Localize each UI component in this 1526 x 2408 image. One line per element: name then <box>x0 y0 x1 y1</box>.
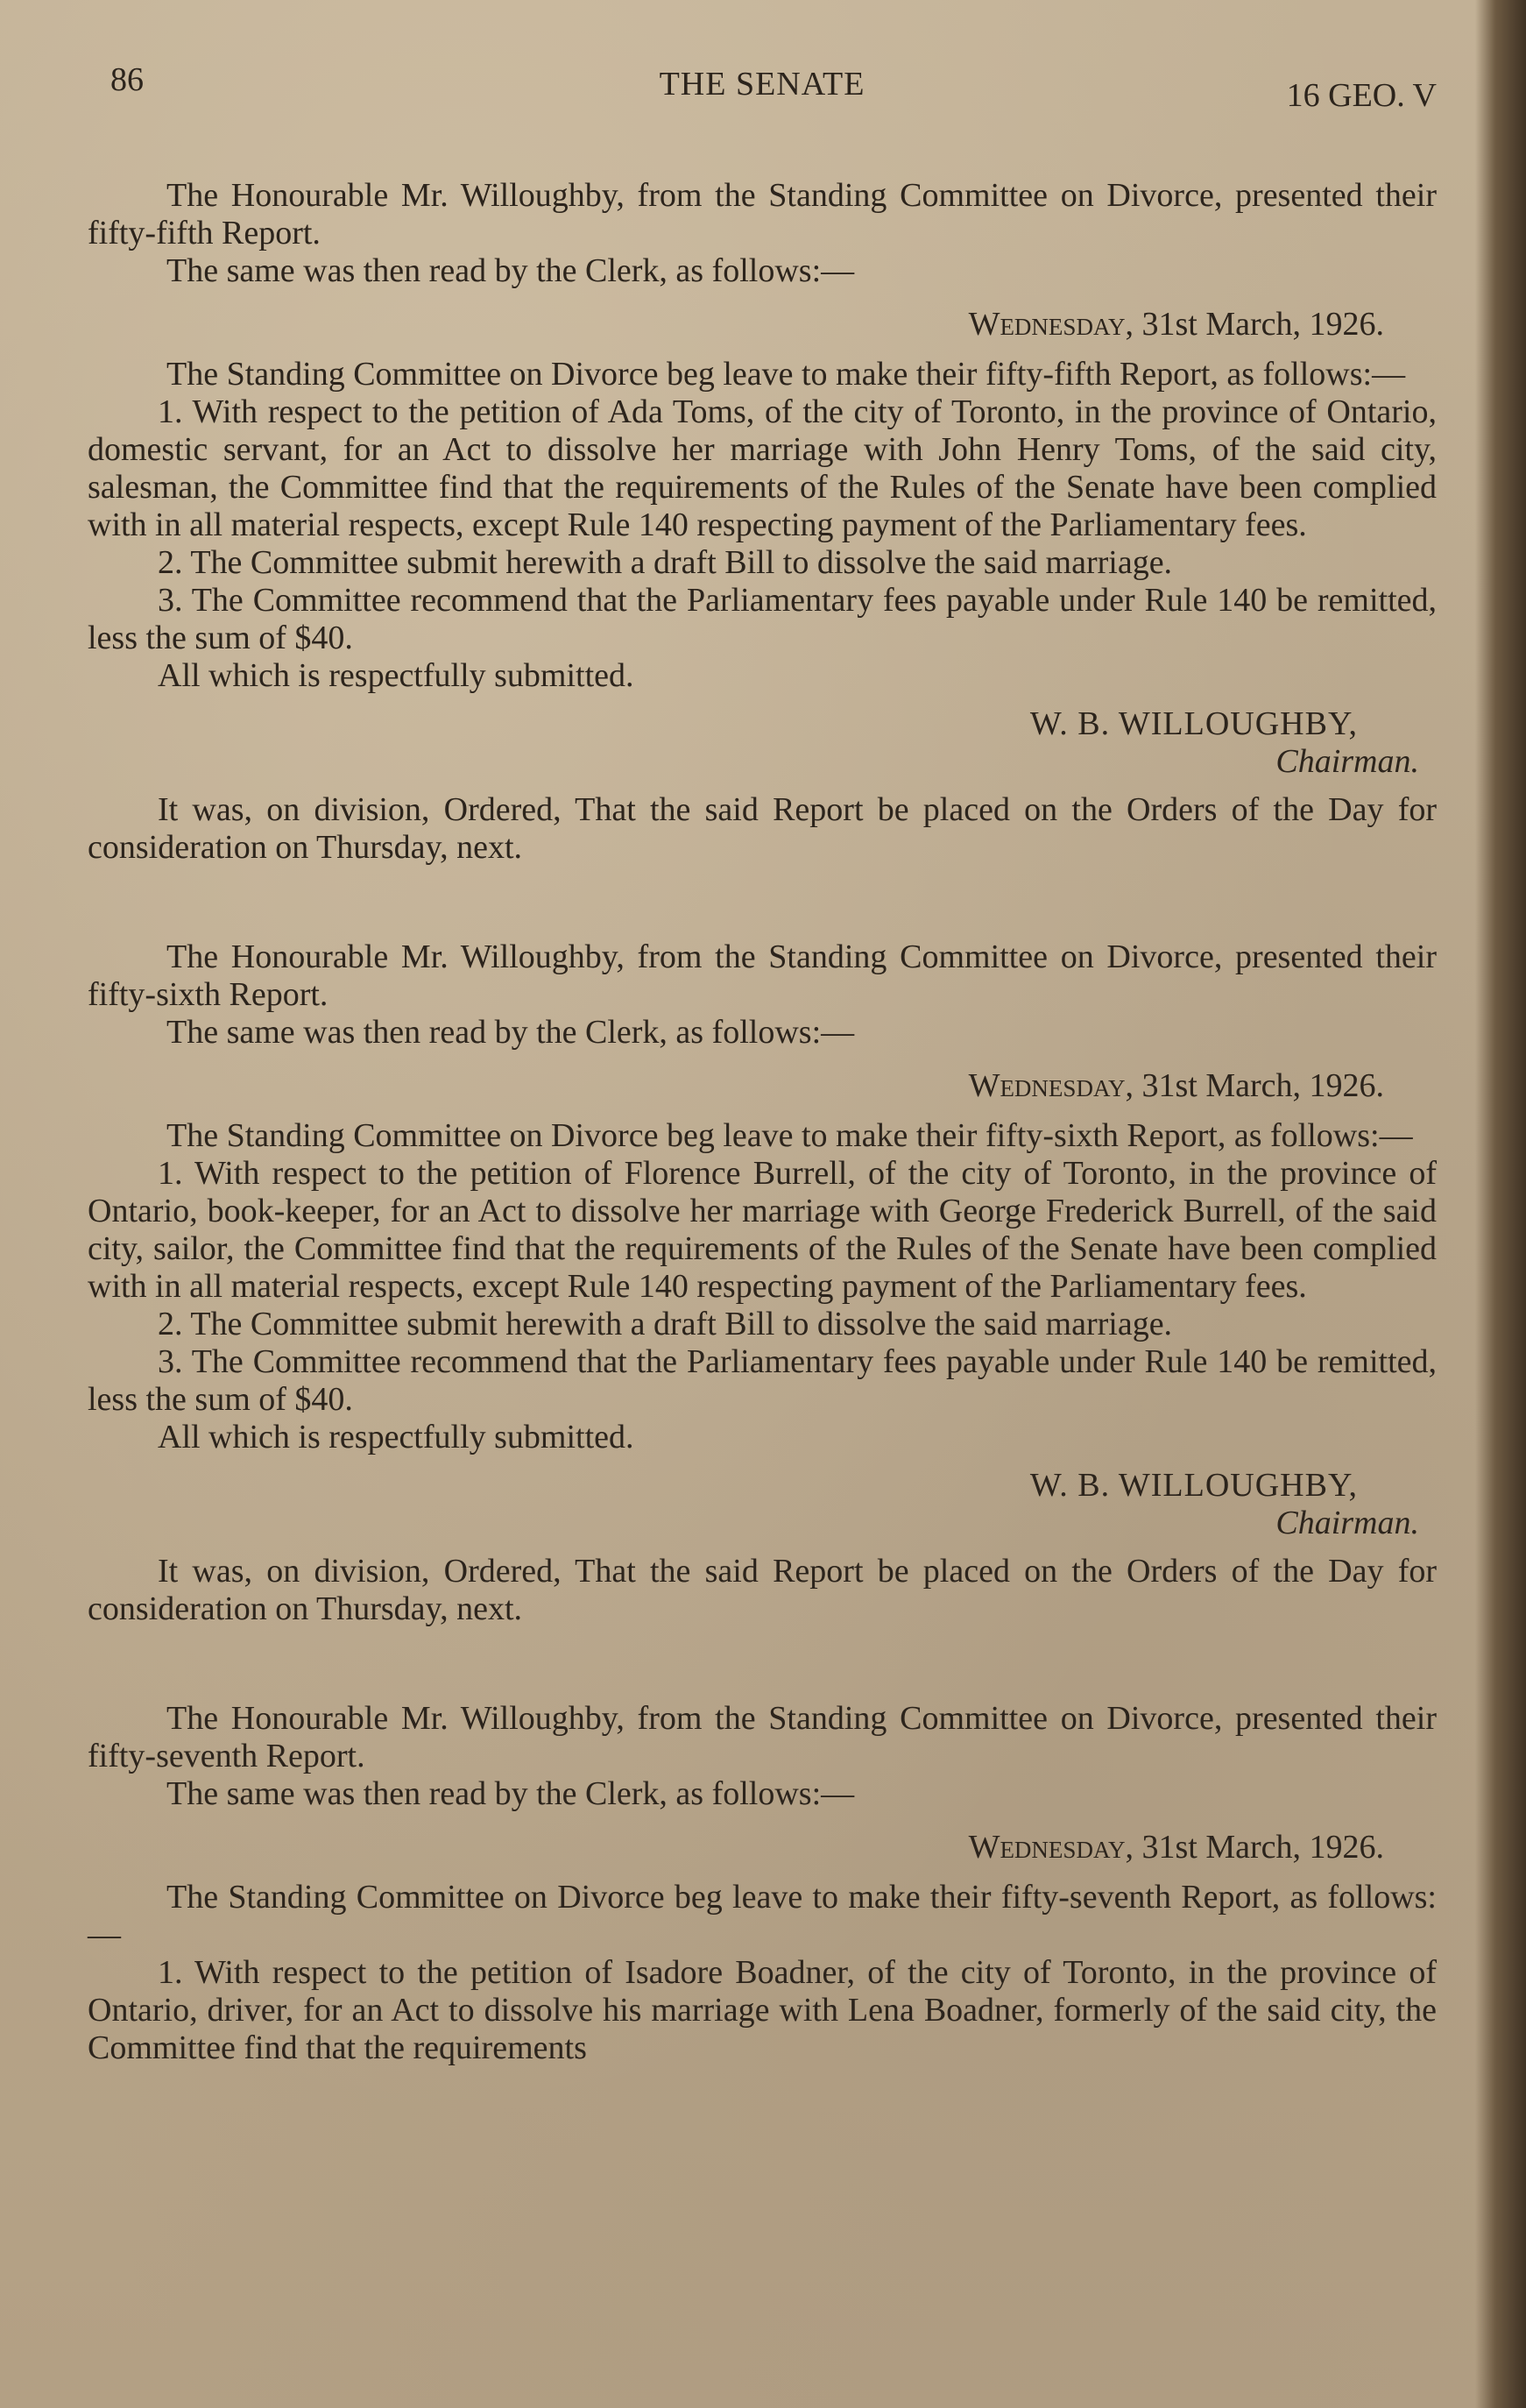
report-closing: All which is respectfully submitted. <box>158 657 634 694</box>
report-date-rest: , 31st March, 1926. <box>1125 1067 1384 1104</box>
report-item-3: 3. The Committee recommend that the Parliamentary fees payable under Rule 140 be remitted, less the sum of $40. <box>88 1343 1437 1418</box>
report-date <box>88 1829 1437 1866</box>
report-item-2: 2. The Committee submit herewith a draft Bill to dissolve the said marriage. <box>158 1306 1173 1342</box>
report-item-2: 2. The Committee submit herewith a draft Bill to dissolve the said marriage. <box>158 544 1173 581</box>
report-fifty-fifth <box>88 177 1437 867</box>
running-header <box>88 61 1437 114</box>
report-item-1: 1. With respect to the petition of Isadore Boadner, of the city of Toronto, in the province of Ontario, driver, for an Act to dissolve his marriage with Lena Boadner, formerly of the said city, the Committee find that the requirements <box>88 1954 1437 2066</box>
signature-title: Chairman. <box>1275 743 1419 780</box>
report-date-day: Wednesday <box>968 1829 1126 1866</box>
report-order: It was, on division, Ordered, That the said Report be placed on the Orders of the Day for consideration on Thursday, next. <box>88 1553 1437 1627</box>
report-intro: The Honourable Mr. Willoughby, from the Standing Committee on Divorce, presented their fifty-fifth Report. <box>88 177 1437 251</box>
header-session: 16 GEO. V <box>1286 77 1437 114</box>
report-fifty-sixth <box>88 938 1437 1628</box>
report-opening: The Standing Committee on Divorce beg leave to make their fifty-seventh Report, as follows:— <box>88 1879 1437 1953</box>
signature-title: Chairman. <box>1275 1505 1419 1541</box>
report-date-rest: , 31st March, 1926. <box>1125 306 1384 343</box>
report-intro: The Honourable Mr. Willoughby, from the Standing Committee on Divorce, presented their fifty-seventh Report. <box>88 1700 1437 1774</box>
report-read-note: The same was then read by the Clerk, as follows:— <box>166 1775 855 1812</box>
signature-name: W. B. WILLOUGHBY, <box>1029 705 1358 742</box>
header-title: THE SENATE <box>659 66 865 103</box>
report-date-rest: , 31st March, 1926. <box>1125 1829 1384 1866</box>
page-spine-shadow <box>1475 0 1526 2408</box>
report-opening: The Standing Committee on Divorce beg leave to make their fifty-sixth Report, as follows:— <box>166 1117 1413 1154</box>
report-date-day: Wednesday <box>968 306 1126 343</box>
report-date-day: Wednesday <box>968 1067 1126 1104</box>
report-date <box>88 1067 1437 1105</box>
report-fifty-seventh <box>88 1700 1437 2067</box>
page-content <box>88 61 1437 2067</box>
report-closing: All which is respectfully submitted. <box>158 1419 634 1455</box>
report-order: It was, on division, Ordered, That the said Report be placed on the Orders of the Day for consideration on Thursday, next. <box>88 791 1437 866</box>
report-opening: The Standing Committee on Divorce beg leave to make their fifty-fifth Report, as follows:— <box>166 356 1406 393</box>
report-intro: The Honourable Mr. Willoughby, from the Standing Committee on Divorce, presented their fifty-sixth Report. <box>88 938 1437 1013</box>
report-date <box>88 306 1437 343</box>
report-item-1: 1. With respect to the petition of Florence Burrell, of the city of Toronto, in the province of Ontario, book-keeper, for an Act to dissolve her marriage with George Frederick Burrell, of the said city, sailor, the Committee find that the requirements of the Rules of the Senate have been complied with in all material respects, except Rule 140 respecting payment of the Parliamentary fees. <box>88 1155 1437 1305</box>
report-item-3: 3. The Committee recommend that the Parliamentary fees payable under Rule 140 be remitted, less the sum of $40. <box>88 582 1437 656</box>
report-read-note: The same was then read by the Clerk, as follows:— <box>166 252 855 289</box>
signature-name: W. B. WILLOUGHBY, <box>1029 1467 1358 1504</box>
report-read-note: The same was then read by the Clerk, as follows:— <box>166 1014 855 1051</box>
page-number: 86 <box>110 61 144 98</box>
report-item-1: 1. With respect to the petition of Ada Toms, of the city of Toronto, in the province of Ontario, domestic servant, for an Act to dissolve her marriage with John Henry Toms, of the said city, salesman, the Committee find that the requirements of the Rules of the Senate have been complied with in all material respects, except Rule 140 respecting payment of the Parliamentary fees. <box>88 393 1437 543</box>
